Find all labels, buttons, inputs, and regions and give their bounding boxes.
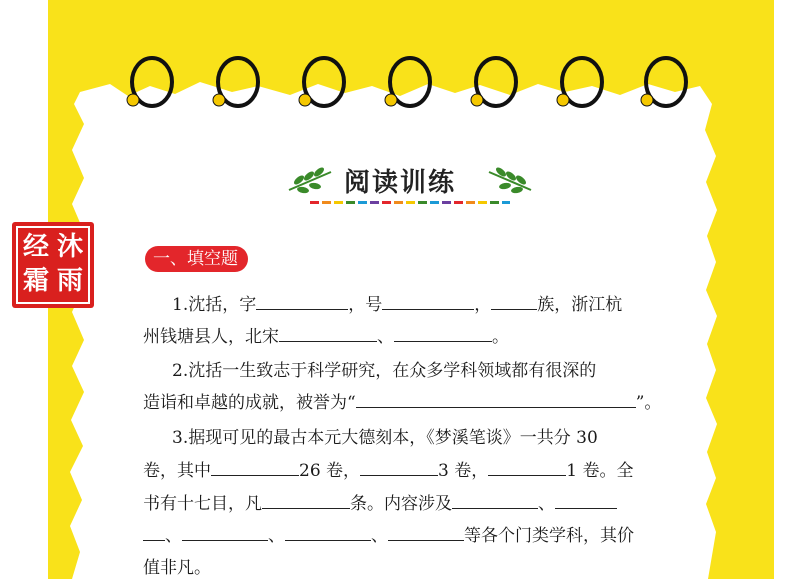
ring-hole-1 [127,94,139,106]
q1-blank-art-name[interactable] [382,291,474,310]
ring-hole-6 [557,94,569,106]
title-area [0,160,790,210]
q3-blank-entries[interactable] [262,490,350,509]
ring-hole-7 [641,94,653,106]
q3-text-e: 书有十七目，凡 [143,494,262,514]
ring-hole-2 [213,94,225,106]
q2-line-2 [143,388,661,413]
q3-text-i: 、 [268,526,285,546]
binder-rings [0,0,790,130]
q3-blank-volumes-1[interactable] [211,457,299,476]
q3-line-2 [143,456,634,481]
q3-text-c: 3 卷， [438,461,489,481]
q3-text-f: 条。内容涉及 [350,494,452,514]
q3-line-5: 值非凡。 [143,558,211,578]
q3-text-h: 、 [165,526,182,546]
q1-text-d: 族，浙江杭 [537,295,623,315]
q3-blank-subject-2-start[interactable] [555,490,617,509]
q3-blank-subject-5[interactable] [388,522,464,541]
q1-text-g: 。 [492,327,509,347]
q3-text-j: 、 [371,526,388,546]
ring-hole-4 [385,94,397,106]
q3-blank-subject-4[interactable] [285,522,371,541]
q3-line-1: 3.据现可见的最古本元大德刻本，《梦溪笔谈》一共分 30 [172,428,598,448]
q1-blank-identity-1[interactable] [279,323,377,342]
seal-stamp [12,222,94,308]
seal-char-4: 雨 [56,266,83,296]
ring-hole-3 [299,94,311,106]
q1-blank-courtesy-name[interactable] [256,291,348,310]
q1-text-b: ，号 [348,295,383,315]
q3-text-a: 卷，其中 [143,461,211,481]
q1-text-a: 1.沈括，字 [172,295,257,315]
seal-char-1: 经 [22,232,49,262]
q1-line-2 [143,322,509,347]
q3-text-b: 26 卷， [299,461,361,481]
q3-line-4 [143,521,634,546]
q2-text-b: ”。 [635,393,662,413]
leaf-left-icon [285,164,335,196]
q3-blank-subject-2-end[interactable] [143,522,165,541]
q1-blank-identity-2[interactable] [394,323,492,342]
q2-blank-title[interactable] [356,389,636,408]
q1-text-e: 州钱塘县人，北宋 [143,327,279,347]
q3-blank-subject-3[interactable] [182,522,268,541]
page-title: 阅读训练 [343,168,456,198]
q2-text-a: 造诣和卓越的成就，被誉为“ [143,393,356,413]
seal-char-3: 霜 [22,266,49,296]
title-underline-dashes [310,200,510,206]
q3-text-g: 、 [538,494,555,514]
q3-line-3 [143,489,617,514]
q1-line-1 [172,290,622,315]
q3-text-d: 1 卷。全 [566,461,634,481]
q1-blank-ethnicity[interactable] [491,291,537,310]
ring-hole-5 [471,94,483,106]
q2-line-1: 2.沈括一生致志于科学研究，在众多学科领域都有很深的 [172,361,597,381]
leaf-right-icon [485,164,535,196]
q1-text-f: 、 [377,327,394,347]
q3-blank-volumes-2[interactable] [360,457,438,476]
q1-text-c: ， [474,295,492,315]
q3-blank-subject-1[interactable] [452,490,538,509]
section-badge: 一、填空题 [145,246,248,272]
q3-blank-volumes-3[interactable] [488,457,566,476]
q3-text-k: 等各个门类学科，其价 [464,526,634,546]
seal-char-2: 沐 [56,232,83,262]
